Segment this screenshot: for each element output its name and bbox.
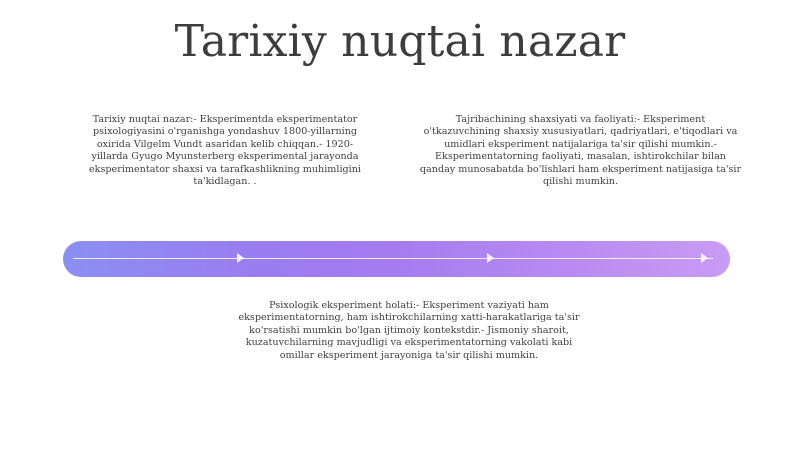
timeline-marker-1-icon — [237, 253, 244, 263]
text-block-experimenter: Tajribachining shaxsiyati va faoliyati:- Eksperiment o'tkazuvchining shaxsiy xususiyatlari, qadriyatlari, e'tiqodlari va umidlari eksperiment natijalariga ta'sir qilishi mumkin.- Eksperimentatorning faoliyati, masalan, ishtirokchilar bilan qanday munosabatda bo'lishlari ham eksperiment natijasiga ta'sir qilishi mumkin. — [419, 114, 742, 188]
text-block-historical: Tarixiy nuqtai nazar:- Eksperimentda eksperimentator psixologiyasini o'rganishga yondashuv 1800-yillarning oxirida Vilgelm Vundt asaridan kelib chiqqan.- 1920-yillarda Gyugo Myunsterberg eksperimental jarayonda eksperimentator shaxsi va tarafkashlikning muhimligini ta'kidlagan. . — [89, 114, 361, 188]
text-block-situation: Psixologik eksperiment holati:- Eksperiment vaziyati ham eksperimentatorning, ham ishtirokchilarning xatti-harakatlariga ta'sir ko'rsatishi mumkin bo'lgan ijtimoiy kontekstdir.- Jismoniy sharoit, kuzatuvchilarning mavjudligi va eksperimentatorning vakolati kabi omillar eksperiment jarayoniga ta'sir qilishi mumkin. — [238, 300, 580, 361]
timeline-marker-3-icon — [701, 253, 708, 263]
timeline-bar — [63, 241, 730, 277]
timeline-line — [73, 258, 713, 259]
slide-title: Tarixiy nuqtai nazar — [174, 16, 626, 67]
timeline-marker-2-icon — [487, 253, 494, 263]
